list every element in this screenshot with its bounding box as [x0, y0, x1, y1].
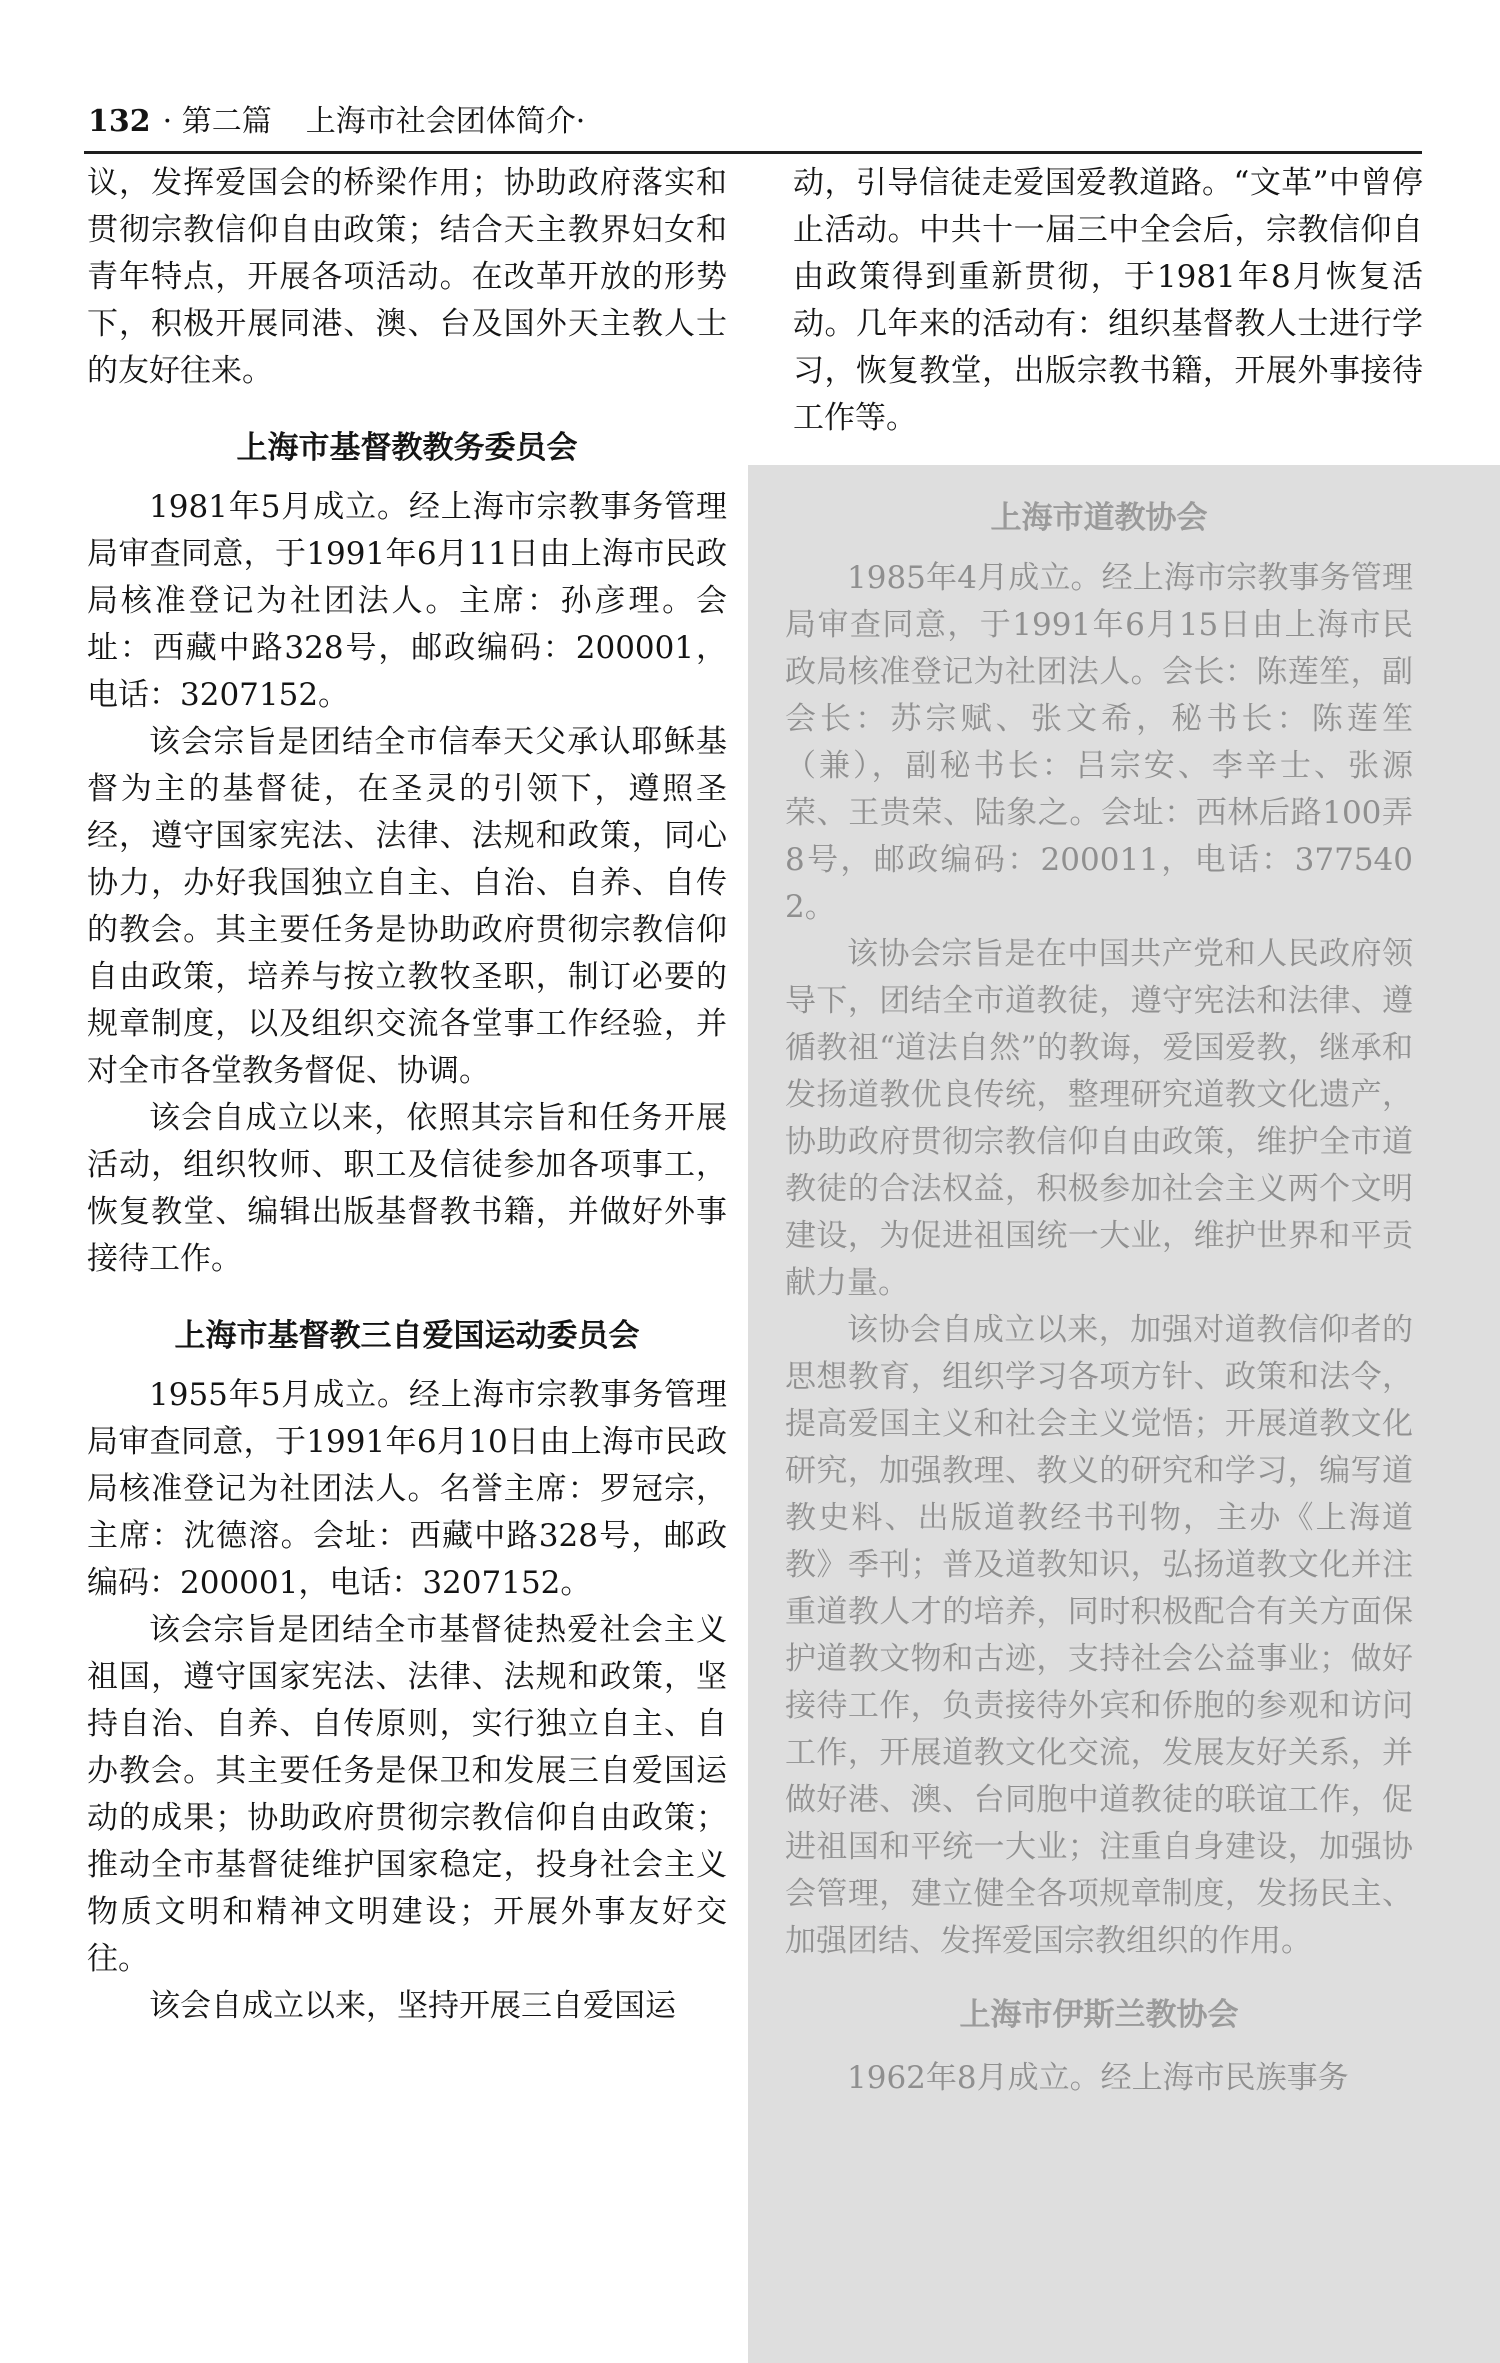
paragraph: 1981年5月成立。经上海市宗教事务管理局审查同意，于1991年6月11日由上海市民政局核准登记为社团法人。主席：孙彦理。会址：西藏中路328号，邮政编码：200001，电话：3207152。: [87, 489, 727, 713]
page-number: 132: [88, 104, 151, 139]
section-title-christian-affairs: 上海市基督教教务委员会: [236, 430, 578, 466]
paragraph: 该协会宗旨是在中国共产党和人民政府领导下，团结全市道教徒，遵守宪法和法律、遵循教祖“道法自然”的教诲，爱国爱教，继承和发扬道教优良传统，整理研究道教文化遗产，协助政府贯彻宗教信仰自由政策，维护全市道教徒的合法权益，积极参加社会主义两个文明建设，为促进祖国统一大业，维护世界和平贡献力量。: [785, 936, 1413, 1301]
paragraph: 该会自成立以来，依照其宗旨和任务开展活动，组织牧师、职工及信徒参加各项事工，恢复教堂、编辑出版基督教书籍，并做好外事接待工作。: [87, 1100, 727, 1277]
right-column-shaded: [785, 495, 1413, 2102]
section-title-islamic: 上海市伊斯兰教协会: [959, 1997, 1239, 2033]
header-rule: [84, 151, 1422, 154]
section-title-three-self: 上海市基督教三自爱国运动委员会: [174, 1318, 640, 1354]
paragraph: 该协会自成立以来，加强对道教信仰者的思想教育，组织学习各项方针、政策和法令，提高爱国主义和社会主义觉悟；开展道教文化研究，加强教理、教义的研究和学习，编写道教史料、出版道教经书刊物，主办《上海道教》季刊；普及道教知识，弘扬道教文化并注重道教人才的培养，同时积极配合有关方面保护道教文物和古迹，支持社会公益事业；做好接待工作，负责接待外宾和侨胞的参观和访问工作，开展道教文化交流，发展友好关系，并做好港、澳、台同胞中道教徒的联谊工作，促进祖国和平统一大业；注重自身建设，加强协会管理，建立健全各项规章制度，发扬民主、加强团结、发挥爱国宗教组织的作用。: [785, 1312, 1413, 1959]
paragraph: 1985年4月成立。经上海市宗教事务管理局审查同意，于1991年6月15日由上海市民政局核准登记为社团法人。会长：陈莲笙，副会长：苏宗赋、张文希，秘书长：陈莲笙（兼），副秘书长：吕宗安、李辛士、张源荣、王贵荣、陆象之。会址：西林后路100弄8号，邮政编码：200011，电话：3775402。: [785, 560, 1413, 925]
paragraph: 该会自成立以来，坚持开展三自爱国运: [149, 1988, 676, 2024]
page-header: [88, 92, 1418, 142]
paragraph: 该会宗旨是团结全市信奉天父承认耶稣基督为主的基督徒，在圣灵的引领下，遵照圣经，遵守国家宪法、法律、法规和政策，同心协力，办好我国独立自主、自治、自养、自传的教会。其主要任务是协助政府贯彻宗教信仰自由政策，培养与按立教牧圣职，制订必要的规章制度，以及组织交流各堂事工作经验，并对全市各堂教务督促、协调。: [87, 724, 727, 1089]
running-title: 上海市社会团体简介·: [305, 104, 586, 139]
left-column: [87, 160, 727, 2030]
continued-paragraph: 议，发挥爱国会的桥梁作用；协助政府落实和贯彻宗教信仰自由政策；结合天主教界妇女和青年特点，开展各项活动。在改革开放的形势下，积极开展同港、澳、台及国外天主教人士的友好往来。: [87, 165, 727, 389]
paragraph: 该会宗旨是团结全市基督徒热爱社会主义祖国，遵守国家宪法、法律、法规和政策，坚持自治、自养、自传原则，实行独立自主、自办教会。其主要任务是保卫和发展三自爱国运动的成果；协助政府贯彻宗教信仰自由政策；推动全市基督徒维护国家稳定，投身社会主义物质文明和精神文明建设；开展外事友好交往。: [87, 1612, 727, 1977]
paragraph: 1962年8月成立。经上海市民族事务: [847, 2060, 1349, 2096]
part-label: · 第二篇: [162, 104, 272, 139]
continued-paragraph: 动，引导信徒走爱国爱教道路。“文革”中曾停止活动。中共十一届三中全会后，宗教信仰自由政策得到重新贯彻，于1981年8月恢复活动。几年来的活动有：组织基督教人士进行学习，恢复教堂，出版宗教书籍，开展外事接待工作等。: [793, 165, 1423, 436]
section-title-taoist: 上海市道教协会: [990, 500, 1208, 536]
right-column-top: [793, 160, 1423, 442]
paragraph: 1955年5月成立。经上海市宗教事务管理局审查同意，于1991年6月10日由上海市民政局核准登记为社团法人。名誉主席：罗冠宗，主席：沈德溶。会址：西藏中路328号，邮政编码：200001，电话：3207152。: [87, 1377, 727, 1601]
